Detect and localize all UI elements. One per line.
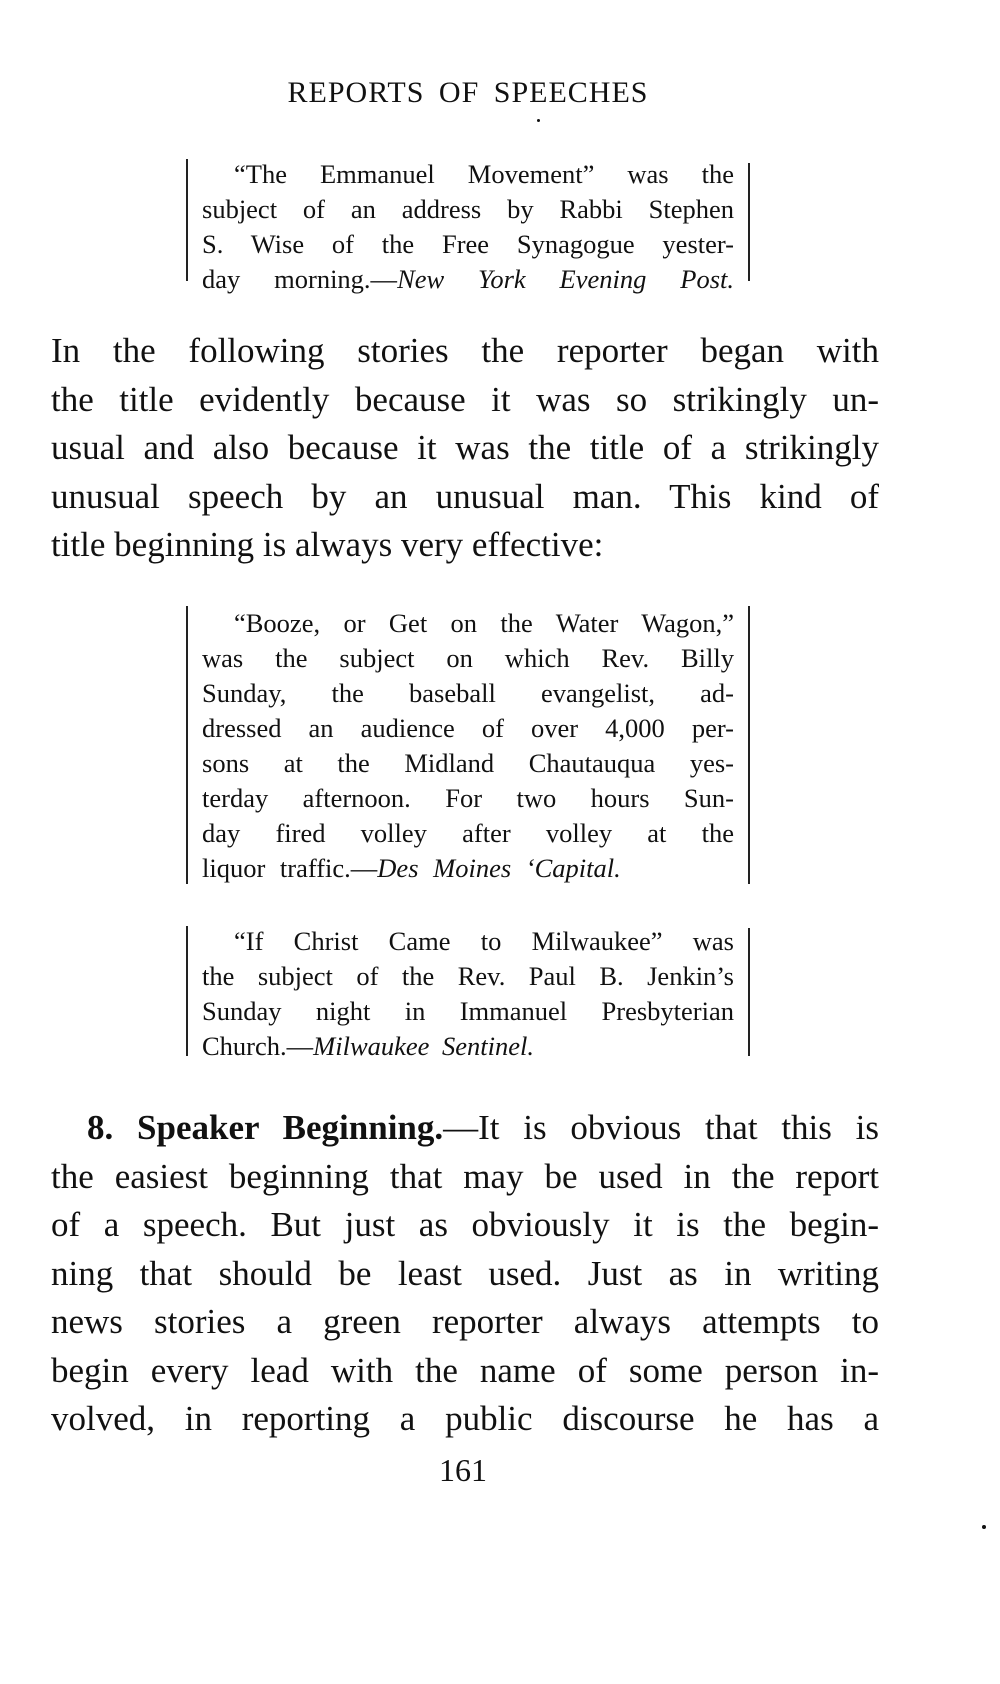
excerpt-text: day morning.—: [202, 264, 398, 294]
excerpt-line: the subject of the Rev. Paul B. Jenkin’s: [202, 961, 734, 991]
excerpt-line: subject of an address by Rabbi Stephen: [202, 194, 734, 224]
excerpt-line: [202, 1029, 734, 1064]
paragraph-line: volved, in reporting a public discourse he has a: [51, 1399, 879, 1438]
source-citation: Des Moines ‘Capital.: [377, 853, 621, 883]
quoted-excerpt-milwaukee: [186, 922, 750, 1061]
excerpt-line: “Booze, or Get on the Water Wagon,”: [234, 608, 734, 638]
excerpt-line: [202, 851, 734, 886]
paragraph-text: —It is obvious that this is: [443, 1108, 879, 1147]
excerpt-line: “The Emmanuel Movement” was the: [234, 159, 734, 189]
excerpt-line: dressed an audience of over 4,000 per-: [202, 713, 734, 743]
excerpt-text: liquor traffic.—: [202, 853, 378, 883]
excerpt-text: Church.—: [202, 1031, 314, 1061]
paragraph-line: In the following stories the reporter began with: [51, 331, 879, 370]
paragraph-line: news stories a green reporter always attempts to: [51, 1302, 879, 1341]
right-rule: [748, 163, 750, 281]
right-rule: [748, 928, 750, 1056]
quoted-excerpt-billy-sunday: [186, 604, 750, 884]
paragraph-line: [51, 1104, 879, 1153]
paragraph-line: of a speech. But just as obviously it is the begin-: [51, 1205, 879, 1244]
excerpt-line: terday afternoon. For two hours Sun-: [202, 783, 734, 813]
excerpt-line: day fired volley after volley at the: [202, 818, 734, 848]
source-citation: New York Evening Post.: [397, 264, 734, 294]
paragraph-line: unusual speech by an unusual man. This kind of: [51, 476, 879, 516]
left-rule: [186, 606, 188, 884]
left-rule: [186, 926, 188, 1056]
running-header: REPORTS OF SPEECHES: [287, 76, 649, 109]
page-number: 161: [439, 1452, 487, 1488]
body-paragraph-speaker-beginning: [51, 1104, 879, 1444]
section-heading: 8. Speaker Beginning.: [87, 1108, 444, 1147]
excerpt-line: [202, 262, 734, 297]
body-paragraph-title-beginning: [51, 327, 879, 570]
excerpt-line: sons at the Midland Chautauqua yes-: [202, 748, 734, 778]
source-citation: Milwaukee Sentinel.: [313, 1031, 535, 1061]
paragraph-line: the title evidently because it was so strikingly un-: [51, 379, 879, 419]
paragraph-line: ning that should be least used. Just as in writing: [51, 1253, 879, 1293]
right-rule: [748, 606, 750, 884]
excerpt-line: was the subject on which Rev. Billy: [202, 643, 734, 673]
paragraph-line: the easiest beginning that may be used in the report: [51, 1156, 879, 1196]
left-rule: [186, 159, 188, 281]
excerpt-line: “If Christ Came to Milwaukee” was: [234, 926, 734, 956]
paragraph-line: begin every lead with the name of some person in-: [51, 1350, 879, 1390]
scan-speck: [982, 1525, 986, 1529]
quoted-excerpt-emmanuel: [186, 155, 750, 294]
excerpt-line: Sunday night in Immanuel Presbyterian: [202, 996, 734, 1026]
excerpt-line: S. Wise of the Free Synagogue yester-: [202, 229, 734, 259]
paragraph-line: usual and also because it was the title of a strikingly: [51, 428, 879, 467]
scan-speck: [537, 119, 540, 122]
excerpt-line: Sunday, the baseball evangelist, ad-: [202, 678, 734, 708]
paragraph-line: title beginning is always very effective:: [51, 525, 604, 564]
